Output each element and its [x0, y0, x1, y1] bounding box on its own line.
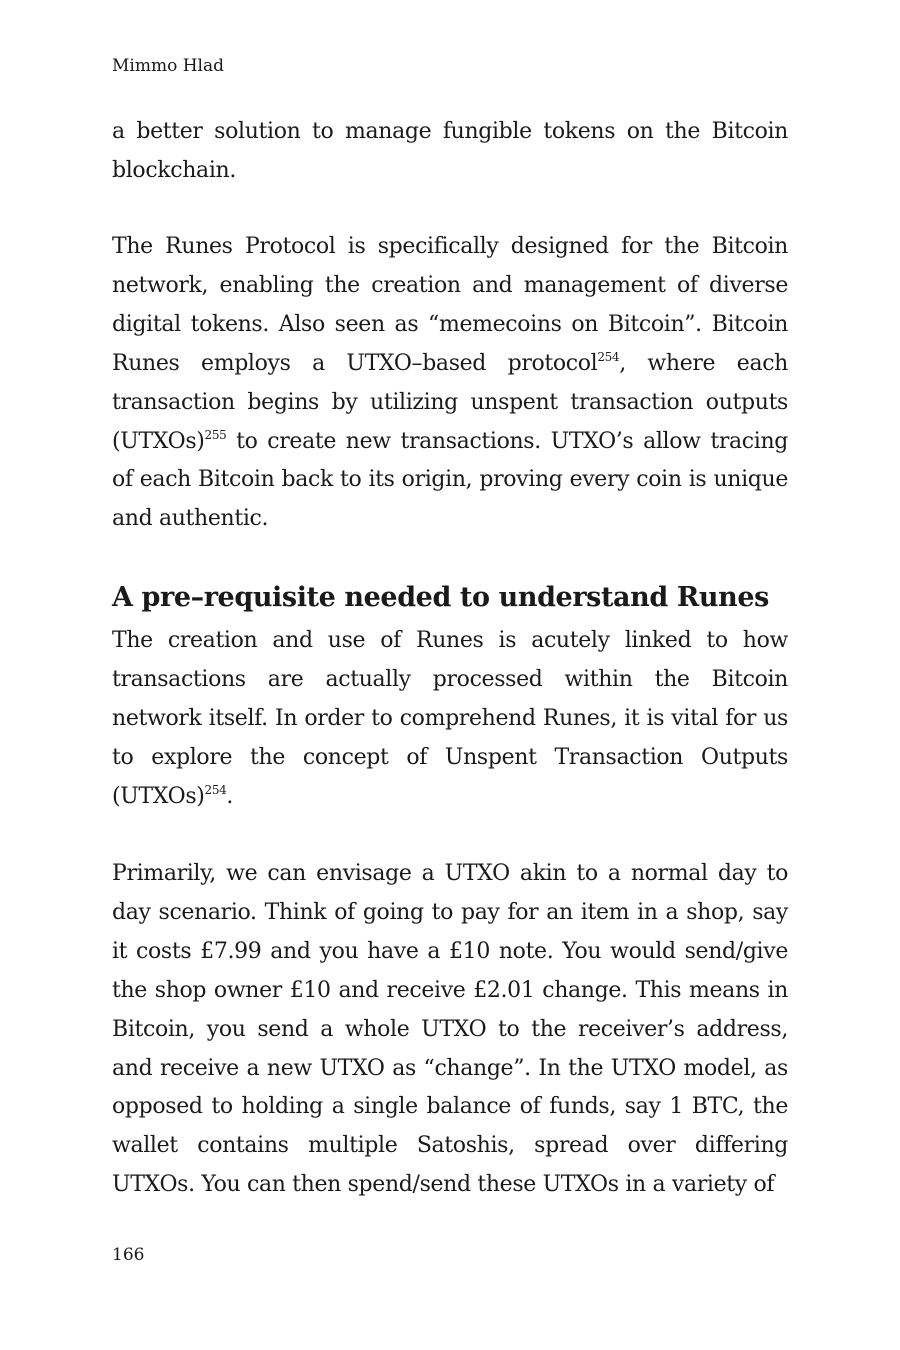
paragraph-text: , where each transaction begins by utilizing unspent transaction outputs (UTXOs) [112, 350, 788, 454]
paragraph-utxo-concept [112, 622, 788, 817]
paragraph-text: The Runes Protocol is specifically designed for the Bitcoin network, enabling the creation and management of diverse digital tokens. Also seen as “memecoins on Bitcoin”. Bitcoin Runes employs a UTXO–based protocol [112, 234, 788, 376]
page-number: 166 [112, 1245, 145, 1265]
footnote-ref[interactable]: 254 [204, 782, 227, 797]
paragraph-intro-continuation [112, 113, 788, 191]
paragraph-text: Primarily, we can envisage a UTXO akin to a normal day to day scenario. Think of going to pay for an item in a shop, say it costs £7.99 and you have a £10 note. You would send/give the shop owner £10 and receive £2.01 change. This means in Bitcoin, you send a whole UTXO to the receiver’s address, and receive a new UTXO as “change”. In the UTXO model, as opposed to holding a single balance of funds, say 1 BTC, the wallet contains multiple Satoshis, spread over differing UTXOs. You can then spend/send these UTXOs in a variety of [112, 861, 788, 1198]
section-heading: A pre–requisite needed to understand Runes [112, 582, 769, 613]
footnote-ref[interactable]: 254 [597, 349, 620, 364]
paragraph-text: to create new transactions. UTXO’s allow tracing of each Bitcoin back to its origin, proving every coin is unique and authentic. [112, 428, 788, 532]
paragraph-text: The creation and use of Runes is acutely linked to how transactions are actually processed within the Bitcoin network itself. In order to comprehend Runes, it is vital for us to explore the concept of Unspent Transaction Outputs (UTXOs) [112, 628, 788, 809]
running-head-author: Mimmo Hlad [112, 56, 225, 76]
paragraph-text: . [226, 783, 234, 809]
paragraph-utxo-analogy [112, 855, 788, 1205]
paragraph-text: a better solution to manage fungible tokens on the Bitcoin blockchain. [112, 119, 788, 183]
paragraph-runes-protocol [112, 228, 788, 539]
footnote-ref[interactable]: 255 [204, 427, 227, 442]
